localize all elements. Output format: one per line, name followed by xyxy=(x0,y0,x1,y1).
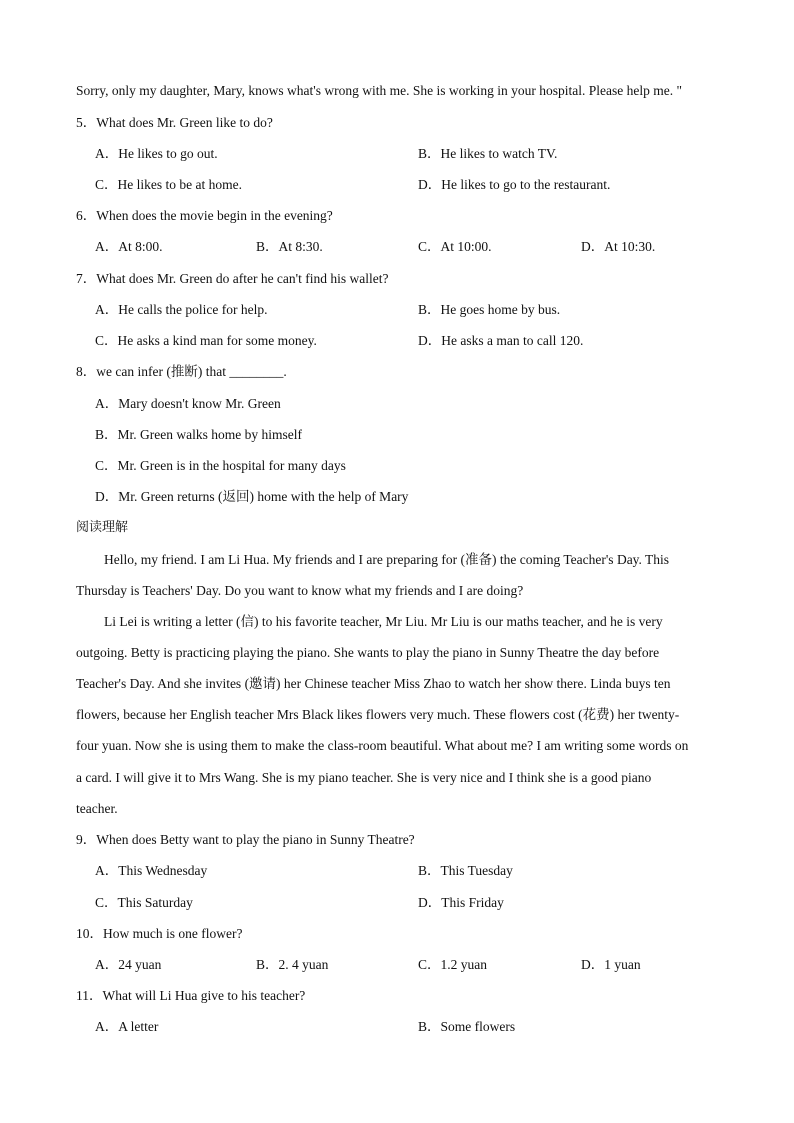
passage-paragraph-line: Thursday is Teachers' Day. Do you want to know what my friends and I are doing? xyxy=(76,583,524,598)
passage-paragraph-line: a card. I will give it to Mrs Wang. She is my piano teacher. She is very nice and I think she is a good piano xyxy=(76,770,652,785)
passage-paragraph-line: four yuan. Now she is using them to make the class-room beautiful. What about me? I am writing some words on xyxy=(76,738,689,753)
question-10-option-c: C．1.2 yuan xyxy=(418,957,487,972)
question-9-option-c: C．This Saturday xyxy=(95,895,193,910)
passage-paragraph-line: Li Lei is writing a letter (信) to his favorite teacher, Mr Liu. Mr Liu is our maths teacher, and he is very xyxy=(104,614,663,629)
question-6-option-b: B．At 8:30. xyxy=(256,239,323,254)
question-10-option-d: D．1 yuan xyxy=(581,957,641,972)
question-7-stem: 7．What does Mr. Green do after he can't find his wallet? xyxy=(76,271,389,286)
question-7-option-a: A．He calls the police for help. xyxy=(95,302,268,317)
question-9-option-d: D．This Friday xyxy=(418,895,504,910)
question-5-option-b: B．He likes to watch TV. xyxy=(418,146,558,161)
passage-paragraph-line: Hello, my friend. I am Li Hua. My friends and I are preparing for (准备) the coming Teacher's Day. This xyxy=(104,552,670,567)
question-11-option-b: B．Some flowers xyxy=(418,1019,516,1034)
question-8-option-c: C．Mr. Green is in the hospital for many days xyxy=(95,458,346,473)
question-5-option-a: A．He likes to go out. xyxy=(95,146,218,161)
question-7-option-c: C．He asks a kind man for some money. xyxy=(95,333,317,348)
question-7-option-d: D．He asks a man to call 120. xyxy=(418,333,584,348)
question-9-option-a: A．This Wednesday xyxy=(95,863,208,878)
question-9-option-b: B．This Tuesday xyxy=(418,863,513,878)
question-5-option-d: D．He likes to go to the restaurant. xyxy=(418,177,611,192)
question-6-option-d: D．At 10:30. xyxy=(581,239,656,254)
question-6-option-a: A．At 8:00. xyxy=(95,239,163,254)
question-8-stem: 8．we can infer (推断) that ________. xyxy=(76,364,287,379)
section-title: 阅读理解 xyxy=(76,520,129,535)
passage-paragraph-line: outgoing. Betty is practicing playing the piano. She wants to play the piano in Sunny Theatre the day before xyxy=(76,645,660,660)
question-9-stem: 9．When does Betty want to play the piano in Sunny Theatre? xyxy=(76,832,415,847)
question-8-option-d: D．Mr. Green returns (返回) home with the help of Mary xyxy=(95,489,409,504)
question-10-stem: 10．How much is one flower? xyxy=(76,926,243,941)
question-10-option-b: B．2. 4 yuan xyxy=(256,957,329,972)
question-6-option-c: C．At 10:00. xyxy=(418,239,492,254)
question-5-stem: 5．What does Mr. Green like to do? xyxy=(76,115,273,130)
question-6-stem: 6．When does the movie begin in the evening? xyxy=(76,208,333,223)
passage-text-line: Sorry, only my daughter, Mary, knows what's wrong with me. She is working in your hospital. Please help me. " xyxy=(76,83,682,98)
question-10-option-a: A．24 yuan xyxy=(95,957,162,972)
question-11-stem: 11．What will Li Hua give to his teacher? xyxy=(76,988,306,1003)
passage-paragraph-line: teacher. xyxy=(76,801,118,816)
question-8-option-b: B．Mr. Green walks home by himself xyxy=(95,427,302,442)
question-8-option-a: A．Mary doesn't know Mr. Green xyxy=(95,396,281,411)
question-5-option-c: C．He likes to be at home. xyxy=(95,177,242,192)
passage-paragraph-line: Teacher's Day. And she invites (邀请) her Chinese teacher Miss Zhao to watch her show there. Linda buys ten xyxy=(76,676,671,691)
question-7-option-b: B．He goes home by bus. xyxy=(418,302,561,317)
question-11-option-a: A．A letter xyxy=(95,1019,159,1034)
passage-paragraph-line: flowers, because her English teacher Mrs Black likes flowers very much. These flowers cost (花费) her twenty- xyxy=(76,707,680,722)
